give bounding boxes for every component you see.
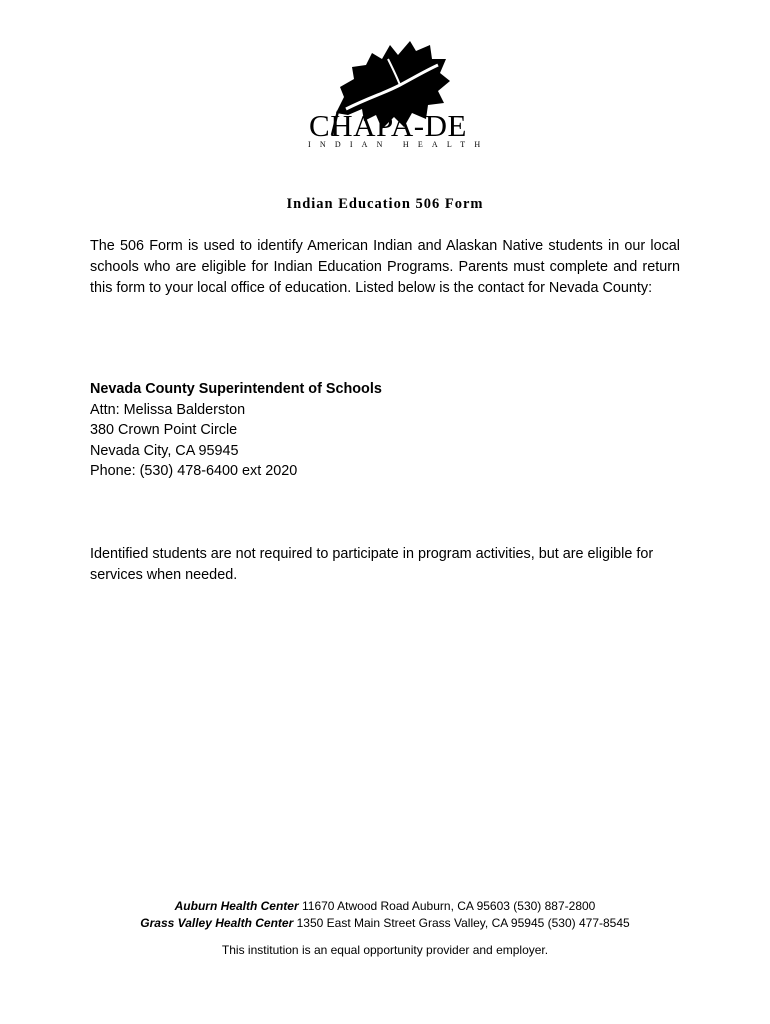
footer-addresses	[0, 898, 770, 932]
equal-opportunity-statement: This institution is an equal opportunity provider and employer.	[221, 943, 549, 957]
contact-city: Nevada City, CA 95945	[90, 442, 239, 459]
page-title: Indian Education 506 Form	[286, 196, 484, 212]
center-name-auburn: Auburn Health Center	[174, 899, 299, 913]
contact-attn: Attn: Melissa Balderston	[90, 401, 246, 418]
center-name-grass-valley: Grass Valley Health Center	[140, 916, 294, 930]
center-details-auburn: 11670 Atwood Road Auburn, CA 95603 (530) 887-2800	[302, 899, 596, 913]
chapa-de-logo	[300, 30, 490, 155]
footer-line-auburn	[0, 898, 770, 915]
eligibility-note: Identified students are not required to participate in program activities, but are eligible for services when needed.	[90, 546, 654, 583]
contact-phone: Phone: (530) 478-6400 ext 2020	[90, 463, 298, 479]
footer-line-grass-valley	[0, 915, 770, 932]
contact-block	[90, 379, 590, 482]
logo-name: CHAPA-DE	[309, 108, 467, 143]
contact-organization: Nevada County Superintendent of Schools	[90, 381, 382, 397]
contact-street: 380 Crown Point Circle	[90, 422, 238, 438]
intro-paragraph: The 506 Form is used to identify American Indian and Alaskan Native students in our local schools who are eligible for Indian Education Programs. Parents must complete and return this form to your local office of education. Listed below is the contact for Nevada County:	[90, 238, 680, 296]
logo-subtitle: INDIAN HEALTH	[308, 140, 490, 149]
center-details-grass-valley: 1350 East Main Street Grass Valley, CA 95945 (530) 477-8545	[296, 916, 630, 930]
